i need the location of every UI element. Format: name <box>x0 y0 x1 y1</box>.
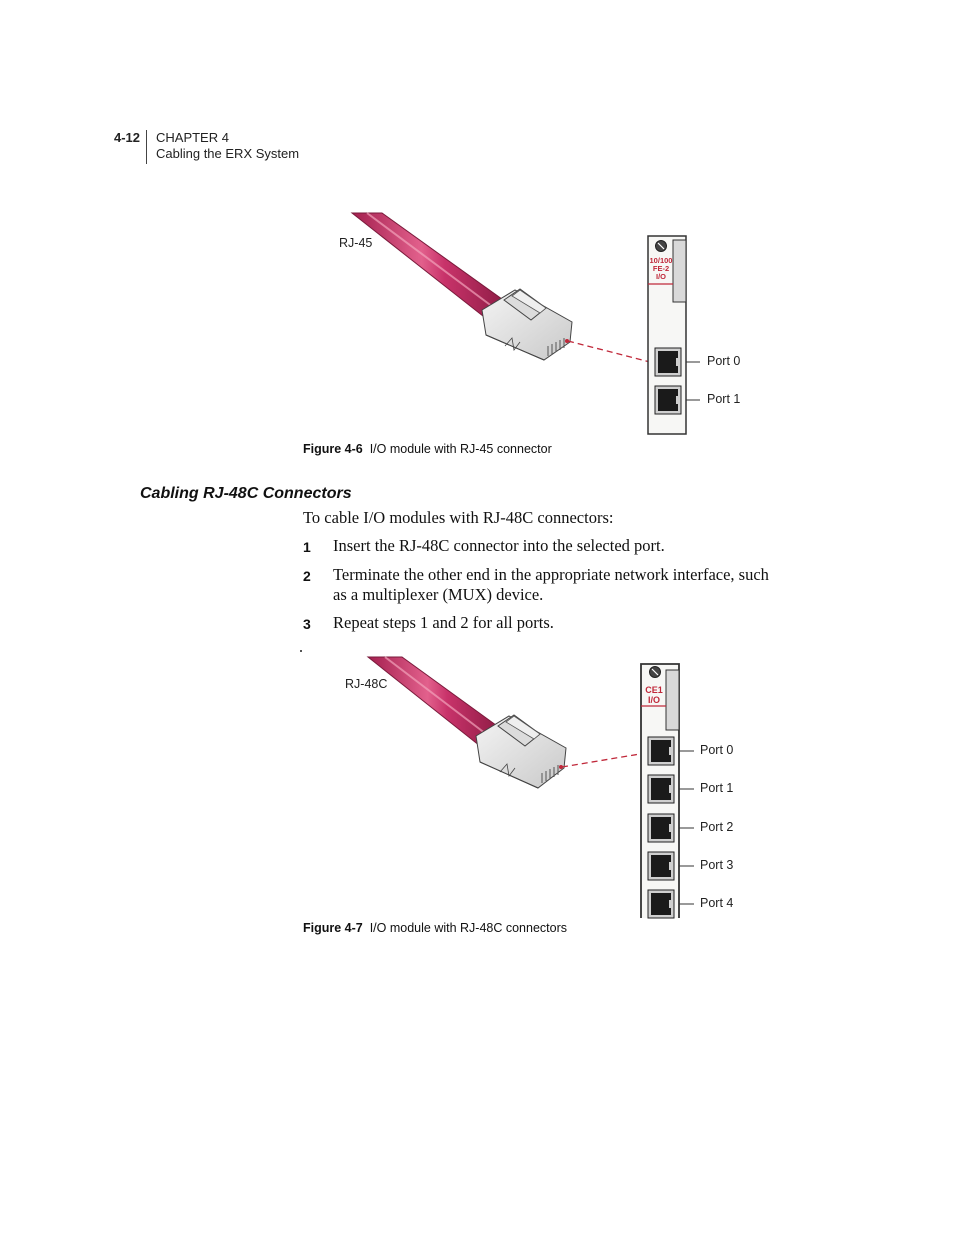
rj-jack-icon <box>648 852 674 880</box>
step-number: 2 <box>303 568 311 584</box>
rj-jack-icon <box>655 348 681 376</box>
screw-icon <box>650 667 661 678</box>
port-2-label: Port 2 <box>700 820 734 834</box>
port-4-label: Port 4 <box>700 896 734 910</box>
rj-jack-icon <box>648 890 674 918</box>
rj48c-cable <box>368 657 500 746</box>
figure-4-6-caption: Figure 4-6 I/O module with RJ-45 connector <box>303 442 552 456</box>
step-text: Insert the RJ-48C connector into the selected port. <box>333 536 665 555</box>
port-0-label: Port 0 <box>707 354 741 368</box>
module-label: 10/100 FE-2 I/O <box>649 256 673 281</box>
rj-jack-icon <box>648 814 674 842</box>
page-number: 4-12 <box>114 130 141 145</box>
step-text: Repeat steps 1 and 2 for all ports. <box>333 613 554 632</box>
rj45-cable-label: RJ-45 <box>339 236 373 250</box>
stray-mark <box>300 650 302 652</box>
connection-line <box>568 341 654 363</box>
rj-jack-icon <box>648 775 674 803</box>
chapter-title: Cabling the ERX System <box>156 146 300 161</box>
step-number: 3 <box>303 616 311 632</box>
rj-jack-icon <box>648 737 674 765</box>
connection-line <box>562 752 652 767</box>
figure-4-7-caption: Figure 4-7 I/O module with RJ-48C connectors <box>303 921 568 935</box>
rj45-cable <box>352 213 506 320</box>
port-1-label: Port 1 <box>707 392 741 406</box>
port-3-label: Port 3 <box>700 858 734 872</box>
step-text: Terminate the other end in the appropriate network interface, such as a multiplexer (MUX) device. <box>333 565 769 604</box>
section-intro: To cable I/O modules with RJ-48C connectors: <box>303 508 614 527</box>
step-number: 1 <box>303 539 311 555</box>
section-heading: Cabling RJ-48C Connectors <box>140 485 352 502</box>
port-1-label: Port 1 <box>700 781 734 795</box>
rj48c-cable-label: RJ-48C <box>345 677 388 691</box>
chapter-label: CHAPTER 4 <box>156 130 229 145</box>
port-0-label: Port 0 <box>700 743 734 757</box>
module-label: CE1 I/O <box>645 685 663 705</box>
screw-icon <box>656 241 667 252</box>
rj-jack-icon <box>655 386 681 414</box>
